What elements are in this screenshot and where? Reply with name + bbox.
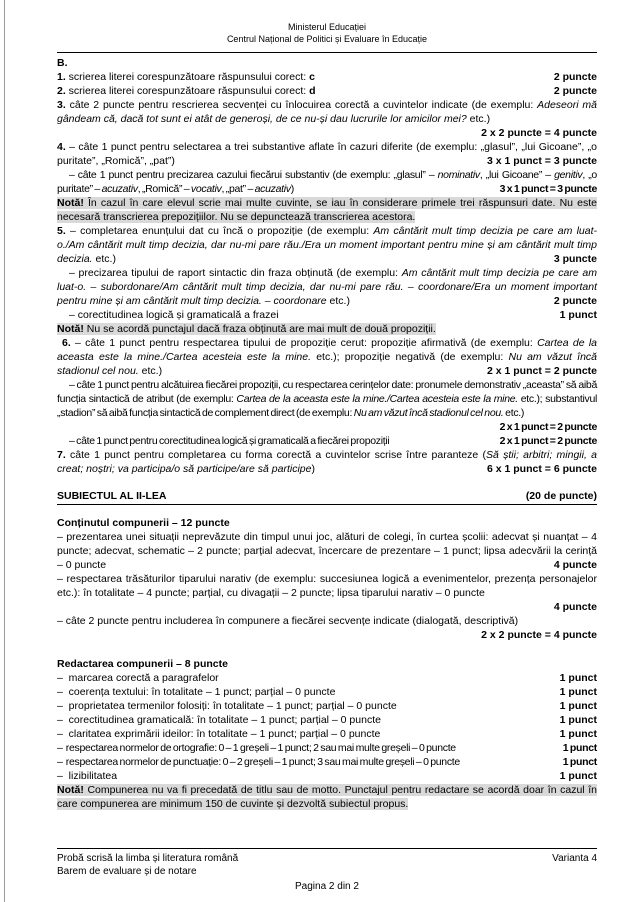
- rubric-text: [57, 379, 597, 419]
- subject2-title: SUBIECTUL AL II-LEA: [57, 490, 167, 502]
- redact-item-7: [57, 755, 597, 769]
- redact-item-8: [57, 769, 597, 783]
- text-segment: etc.); substantivul „stadion” să aibă funcția sintactică de complement direct (de exemplu:: [57, 393, 598, 419]
- note-text: [57, 784, 597, 810]
- text-segment: Compunerea nu va fi precedată de titlu sau de motto. Punctajul pentru redactare se acordă doar în cazul în care compunerea are minimum 150 de cuvinte și dezvoltă subiectul propus.: [57, 784, 597, 810]
- section-b-label: B.: [57, 57, 68, 69]
- text-segment: scrierea literei corespunzătoare răspunsului corect:: [65, 71, 310, 83]
- text-segment: – respectarea normelor de ortografie: 0 – 1 greșeli – 1 punct; 2 sau mai multe greșeli – 0 puncte: [57, 742, 456, 754]
- text-segment: – prezentarea unei situații neprevăzute din timpul unui joc, alături de colegi, în curtea școlii: adecvat și nuanțat – 4 puncte; adecvat, schematic – 2 puncte; parțial adecvat, încercare de prezentare – 1 punct; lipsa adecvării la cerință – 0 puncte: [57, 531, 597, 571]
- ministry-line: Ministerul Educației: [287, 22, 367, 32]
- redact-item-5: [57, 727, 597, 741]
- content-title: Conținutul compunerii – 12 puncte: [57, 517, 230, 529]
- text-segment: 3.: [57, 99, 66, 111]
- redact-item-2: [57, 685, 597, 699]
- text-segment: – respectarea normelor de punctuație: 0 – 2 greșeli – 1 punct; 3 sau mai multe greșeli – 0 puncte: [57, 756, 460, 768]
- rubric-text: [57, 756, 460, 768]
- text-segment: – respectarea trăsăturilor tiparului narativ (de exemplu: succesiunea logică a evenimentelor, prezența personajelor etc.): în totalitate – 4 puncte; parțial, cu divagații – 2 puncte; lipsa tiparului narativ – 0 puncte: [57, 573, 597, 599]
- rubric-text: [57, 267, 597, 307]
- points-value: 3 x 1 punct = 3 puncte: [487, 155, 597, 167]
- text-segment: c: [309, 71, 315, 83]
- text-segment: – câte 1 punct pentru selectarea a trei substantive aflate în cazuri diferite (de exemplu: „glasul”, „lui Gicoane”, „o puritate”, „Romică”, „pat”): [57, 141, 597, 167]
- footer-doc-line: Barem de evaluare și de notare: [57, 866, 197, 877]
- rubric-text: [69, 435, 389, 447]
- text-segment: – lizibilitatea: [57, 770, 118, 782]
- text-segment: – completarea enunțului dat cu încă o propoziție (de exemplu:: [65, 225, 374, 237]
- redact-item-4: [57, 713, 597, 727]
- points-value: 2 puncte: [553, 295, 597, 307]
- rubric-item-6b: [57, 378, 597, 434]
- text-segment: Cartea de la aceasta este la mine./Cartea acesteia este la mine.: [236, 393, 518, 405]
- text-segment: scrierea literei corespunzătoare răspunsului corect:: [65, 85, 310, 97]
- rubric-text: [57, 615, 518, 627]
- points-line: 2 x 2 puncte = 4 puncte: [481, 629, 597, 641]
- footer-exam-line: Probă scrisă la limba și literatura română: [57, 853, 239, 864]
- content-item-1: [57, 530, 597, 572]
- footer-row-1: [57, 852, 597, 865]
- text-segment: etc.): [92, 253, 116, 265]
- text-segment: , „lui Gicoane” –: [479, 169, 555, 181]
- text-segment: 7.: [57, 449, 66, 461]
- points-value: 1 punct: [562, 756, 597, 768]
- redact-item-6: [57, 741, 597, 755]
- text-segment: Nu am văzut încă stadionul cel nou.: [353, 407, 504, 419]
- rubric-text: [57, 700, 397, 712]
- points-value: 1 punct: [559, 770, 597, 782]
- rubric-item-3: [57, 98, 597, 126]
- text-segment: Notă!: [57, 197, 84, 209]
- text-segment: vocativ: [190, 183, 222, 195]
- note-paragraph-3: [57, 783, 597, 811]
- text-segment: Să știi; arbitri; mingii, a creat; noștri; va participa/o să participe/are să participe: [57, 449, 597, 475]
- text-segment: – câte 1 punct pentru alcătuirea fiecărei propoziții, cu respectarea cerințelor date: pronumele demonstrativ „aceasta” să aibă funcția sintactică de atribut (de exemplu:: [57, 379, 597, 405]
- footer-page-number: Pagina 2 din 2: [295, 881, 359, 892]
- page-footer: [57, 848, 597, 893]
- note-paragraph-1: [57, 196, 597, 224]
- text-segment: – câte 1 punct pentru corectitudinea logică și gramaticală a fiecărei propoziții: [69, 435, 390, 447]
- points-value: 1 punct: [559, 672, 597, 684]
- text-segment: Cartea de la aceasta este la mine./Cartea acesteia este la mine.: [57, 337, 597, 363]
- rubric-text: [69, 309, 279, 321]
- rubric-item-5c: [57, 308, 597, 322]
- rubric-item-6a: [57, 336, 597, 378]
- rubric-text: [57, 85, 316, 97]
- content-item-3: [57, 614, 597, 628]
- rubric-item-4b: [57, 168, 597, 196]
- text-segment: etc.): [503, 407, 525, 419]
- text-segment: 1.: [57, 71, 66, 83]
- text-segment: acuzativ: [254, 183, 291, 195]
- redact-item-3: [57, 699, 597, 713]
- note-text: [57, 323, 436, 335]
- text-segment: câte 2 puncte pentru rescrierea secvenței cu înlocuirea corectă a cuvintelor indicate (de exemplu:: [65, 99, 538, 111]
- text-segment: etc.); propoziție negativă (de exemplu:: [311, 351, 509, 363]
- subject2-heading: [57, 489, 597, 505]
- content-item-2: [57, 572, 597, 600]
- scan-edge-line: [4, 0, 5, 902]
- rubric-item-4a: [57, 140, 597, 168]
- text-segment: etc.): [138, 365, 163, 377]
- rubric-text: [57, 225, 597, 265]
- text-segment: 6.: [62, 337, 71, 349]
- points-value: 2 x 1 punct = 2 puncte: [487, 365, 597, 377]
- text-segment: – câte 2 puncte pentru includerea în compunere a fiecărei secvențe indicate (dialogată, descriptivă): [57, 615, 519, 627]
- text-segment: Am cântărit mult timp decizia pe care am luat-o./Am cântărit mult timp decizia, dar nu-mi pare rău./Era un moment important pentru mine și am cântărit mult timp decizia.: [57, 225, 598, 265]
- rubric-item-5b: [57, 266, 597, 308]
- text-segment: – câte 1 punct pentru respectarea tipului de propoziție cerut: propoziție afirmativă (de exemplu:: [70, 337, 538, 349]
- text-segment: d: [309, 85, 316, 97]
- text-segment: Nu am văzut încă stadionul cel nou.: [57, 351, 597, 377]
- rubric-item-2: [57, 84, 597, 98]
- note-paragraph-2: [57, 322, 597, 336]
- text-segment: În cazul în care elevul scrie mai multe cuvinte, se iau în considerare primele trei răspunsuri date. Nu este necesară transcrierea prepozițiilor. Nu se depunctează transcrierea acestora.: [57, 197, 597, 223]
- text-segment: nominativ: [437, 169, 480, 181]
- points-value: 4 puncte: [553, 559, 597, 571]
- text-segment: 5.: [57, 225, 66, 237]
- text-segment: , „Romică” –: [137, 183, 191, 195]
- text-segment: Adeseori mă gândeam că, dacă tot sunt ei atât de generoși, de ce nu-și dau lucrurile lor amicilor mei?: [57, 99, 597, 125]
- rubric-text: [57, 672, 219, 684]
- points-value: 2 puncte: [553, 71, 597, 83]
- rubric-text: [57, 770, 117, 782]
- points-value: 2 x 1 punct = 2 puncte: [499, 421, 597, 433]
- points-value: 2 x 1 punct = 2 puncte: [499, 435, 597, 447]
- points-line: 2 x 2 puncte = 4 puncte: [481, 127, 597, 139]
- rubric-text: [57, 686, 335, 698]
- text-segment: – corectitudinea logică și gramaticală a frazei: [69, 309, 279, 321]
- text-segment: – proprietatea termenilor folosiți: în totalitate – 1 punct; parțial – 0 puncte: [57, 700, 397, 712]
- text-segment: – coerența textului: în totalitate – 1 punct; parțial – 0 puncte: [57, 686, 336, 698]
- redact-title: Redactarea compunerii – 8 puncte: [57, 658, 228, 670]
- text-segment: etc.): [466, 113, 491, 125]
- points-value: 1 punct: [559, 714, 597, 726]
- text-segment: Notă!: [57, 323, 84, 335]
- points-line: 4 puncte: [553, 601, 597, 613]
- points-value: 1 punct: [562, 742, 597, 754]
- text-segment: 2.: [57, 85, 66, 97]
- points-value: 1 punct: [559, 728, 597, 740]
- rubric-item-1: [57, 70, 597, 84]
- text-segment: , „o puritate” –: [57, 169, 597, 195]
- rubric-text: [57, 573, 597, 599]
- text-segment: – corectitudinea gramaticală: în totalitate – 1 punct; parțial – 0 puncte: [57, 714, 381, 726]
- points-value: 1 punct: [559, 686, 597, 698]
- note-text: [57, 197, 597, 223]
- rubric-text: [57, 742, 456, 754]
- text-segment: Am cântărit mult timp decizia pe care am luat-o. – subordonare/Am cântărit mult timp decizia, dar nu-mi pare rău. – coordonare/Era un moment important pentru mine și am cântărit mult timp decizia. – coordonare: [57, 267, 597, 307]
- text-segment: – precizarea tipului de raport sintactic din fraza obținută (de exemplu:: [69, 267, 402, 279]
- text-segment: , „pat” –: [221, 183, 255, 195]
- text-segment: ): [290, 183, 294, 195]
- rubric-item-7: [57, 448, 597, 476]
- rubric-text: [57, 99, 597, 125]
- footer-variant: Varianta 4: [552, 853, 597, 864]
- text-segment: – claritatea exprimării ideilor: în totalitate – 1 punct; parțial – 0 puncte: [57, 728, 381, 740]
- points-value: 1 punct: [559, 309, 597, 321]
- points-value: 2 puncte: [553, 85, 597, 97]
- page-header: [57, 22, 597, 45]
- points-value: 6 x 1 punct = 6 puncte: [487, 463, 597, 475]
- rubric-item-5a: [57, 224, 597, 266]
- points-value: 3 x 1 punct = 3 puncte: [499, 183, 597, 195]
- rubric-text: [57, 714, 381, 726]
- text-segment: 4.: [57, 141, 66, 153]
- header-rule: [57, 52, 597, 53]
- subject2-points: (20 de puncte): [525, 490, 597, 502]
- text-segment: Nu se acordă punctajul dacă fraza obținută are mai mult de două propoziții.: [83, 323, 436, 335]
- text-segment: ): [311, 463, 315, 475]
- text-segment: – marcarea corectă a paragrafelor: [57, 672, 219, 684]
- rubric-text: [57, 531, 597, 571]
- text-segment: Notă!: [57, 784, 84, 796]
- points-value: 1 punct: [559, 700, 597, 712]
- rubric-text: [57, 728, 380, 740]
- text-segment: acuzativ: [101, 183, 138, 195]
- rubric-text: [57, 71, 315, 83]
- center-line: Centrul Național de Politici și Evaluare în Educație: [226, 33, 428, 44]
- text-segment: genitiv: [554, 169, 583, 181]
- text-segment: etc.): [326, 295, 350, 307]
- page-content: [57, 22, 597, 811]
- text-segment: – câte 1 punct pentru precizarea cazului fiecărui substantiv (de exemplu: „glasul” –: [69, 169, 438, 181]
- redact-item-1: [57, 671, 597, 685]
- rubric-item-6c: [57, 434, 597, 448]
- text-segment: câte 1 punct pentru completarea cu forma corectă a cuvintelor scrise între paranteze (: [65, 449, 487, 461]
- points-value: 3 puncte: [553, 253, 597, 265]
